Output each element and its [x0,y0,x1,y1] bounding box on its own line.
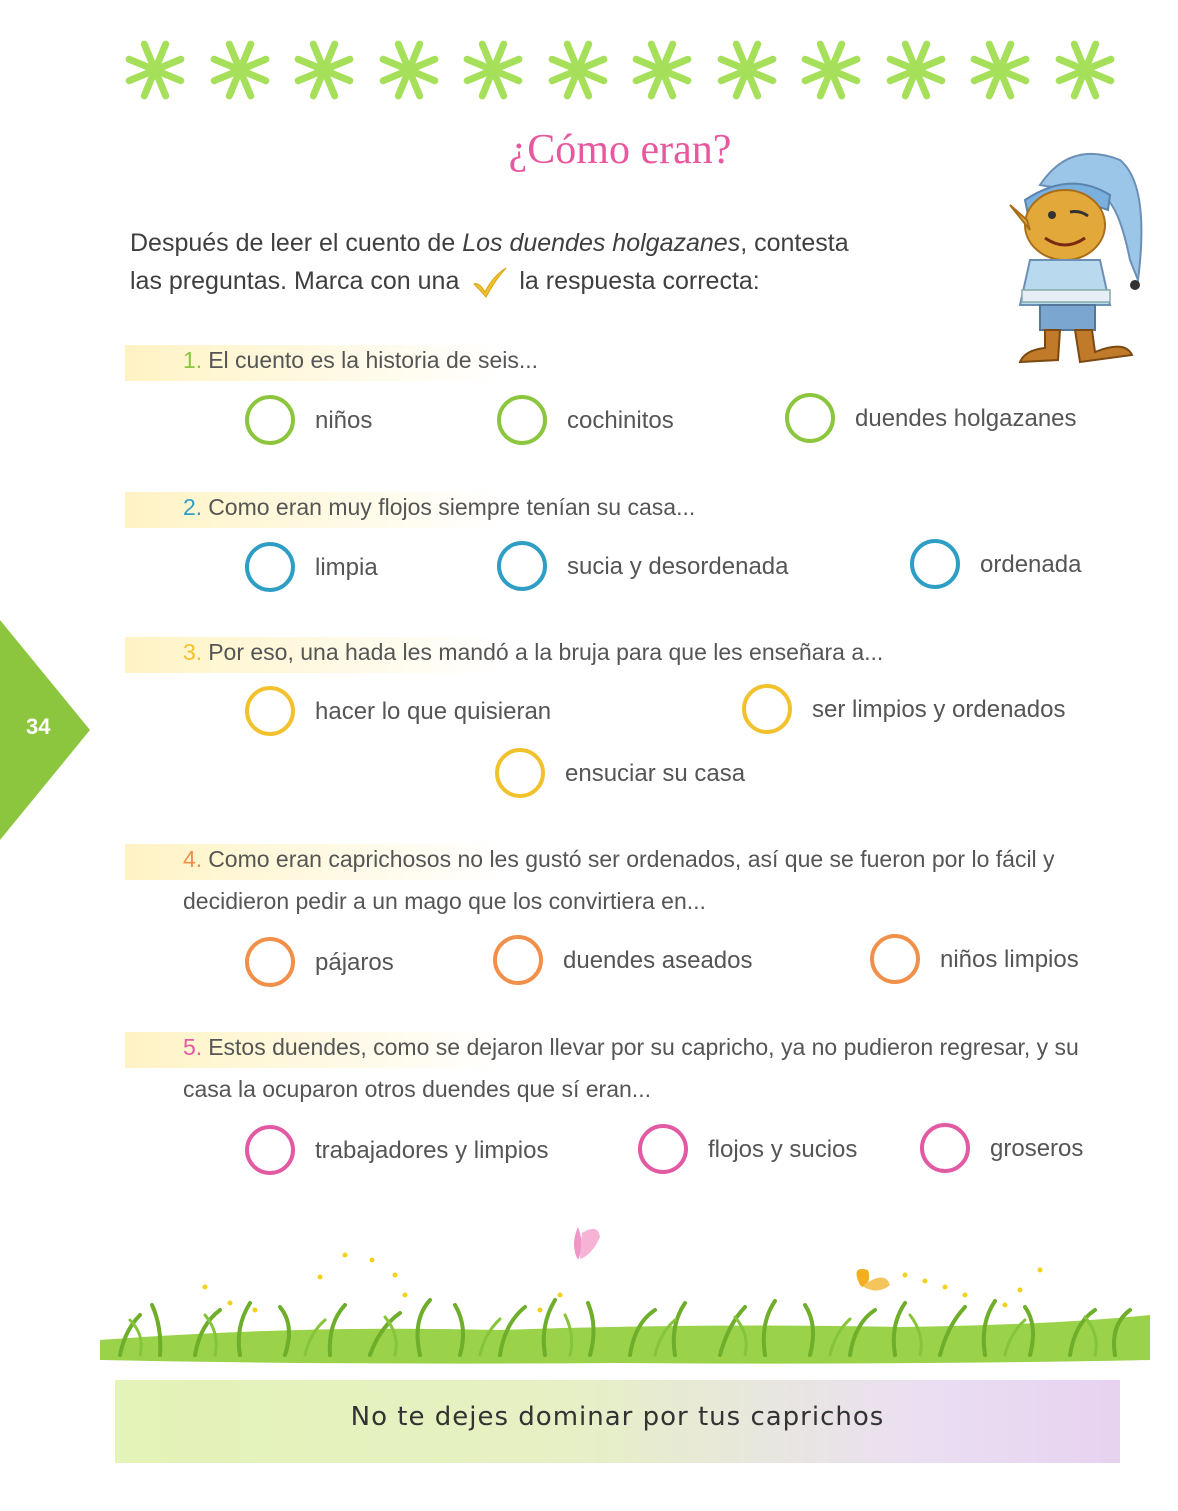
option-label: ensuciar su casa [565,760,746,787]
question-number: 1. [183,347,203,373]
option-label: ordenada [980,551,1082,578]
decorative-stars-row [120,35,1120,105]
star-icon [796,35,866,105]
answer-circle[interactable] [920,1123,970,1173]
option-label: niños limpios [940,946,1079,973]
option-label: trabajadores y limpios [315,1137,549,1164]
option-label: duendes aseados [563,947,753,974]
star-icon [120,35,190,105]
instructions [130,224,1000,300]
answer-circle[interactable] [638,1124,688,1174]
intro-text-after-title: , contesta [740,229,849,257]
option-label: flojos y sucios [708,1136,858,1163]
option-label: duendes holgazanes [855,405,1077,432]
question-text: Como eran muy flojos siempre tenían su casa... [208,494,696,520]
question-number: 5. [183,1034,203,1060]
page-number: 34 [26,714,51,739]
star-icon [458,35,528,105]
option-label: sucia y desordenada [567,553,789,580]
option-label: limpia [315,554,378,581]
intro-text-start: Después de leer el cuento de [130,229,456,257]
intro-line2-start: las preguntas. Marca con una [130,267,460,295]
butterfly-icon [574,1227,600,1260]
page-title: ¿Cómo eran? [508,127,732,173]
option-label: groseros [990,1135,1084,1162]
option-label: hacer lo que quisieran [315,698,552,725]
answer-circle[interactable] [245,1125,295,1175]
question-number: 3. [183,639,203,665]
star-icon [543,35,613,105]
answer-circle[interactable] [497,395,547,445]
option-label: cochinitos [567,407,674,434]
intro-line2-end: la respuesta correcta: [519,267,760,295]
checkmark-icon [469,266,509,298]
star-icon [627,35,697,105]
butterfly-icon [856,1269,890,1291]
star-icon [881,35,951,105]
motto-text: No te dejes dominar por tus caprichos [350,1402,885,1432]
answer-circle[interactable] [785,393,835,443]
star-icon [1050,35,1120,105]
question-text: Como eran caprichosos no les gustó ser ordenados, así que se fueron por lo fácil y decidieron pedir a un mago que los convirtiera en... [183,846,1055,914]
question-number: 4. [183,846,203,872]
option-label: niños [315,407,373,434]
answer-circle[interactable] [245,937,295,987]
grass-decoration [100,1215,1150,1380]
option-label: pájaros [315,949,394,976]
question-number: 2. [183,494,203,520]
star-icon [965,35,1035,105]
answer-circle[interactable] [910,539,960,589]
answer-circle[interactable] [493,935,543,985]
answer-circle[interactable] [497,541,547,591]
star-icon [289,35,359,105]
question-text: Estos duendes, como se dejaron llevar por su capricho, ya no pudieron regresar, y su casa la ocuparon otros duendes que sí eran... [183,1034,1079,1102]
star-icon [374,35,444,105]
star-icon [205,35,275,105]
question-text: Por eso, una hada les mandó a la bruja para que les enseñara a... [208,639,884,665]
answer-circle[interactable] [495,748,545,798]
star-icon [712,35,782,105]
answer-circle[interactable] [245,395,295,445]
motto-banner [115,1380,1120,1463]
question-text: El cuento es la historia de seis... [208,347,539,373]
answer-circle[interactable] [245,542,295,592]
answer-circle[interactable] [245,686,295,736]
answer-circle[interactable] [870,934,920,984]
story-title: Los duendes holgazanes [462,229,741,257]
option-label: ser limpios y ordenados [812,696,1066,723]
answer-circle[interactable] [742,684,792,734]
